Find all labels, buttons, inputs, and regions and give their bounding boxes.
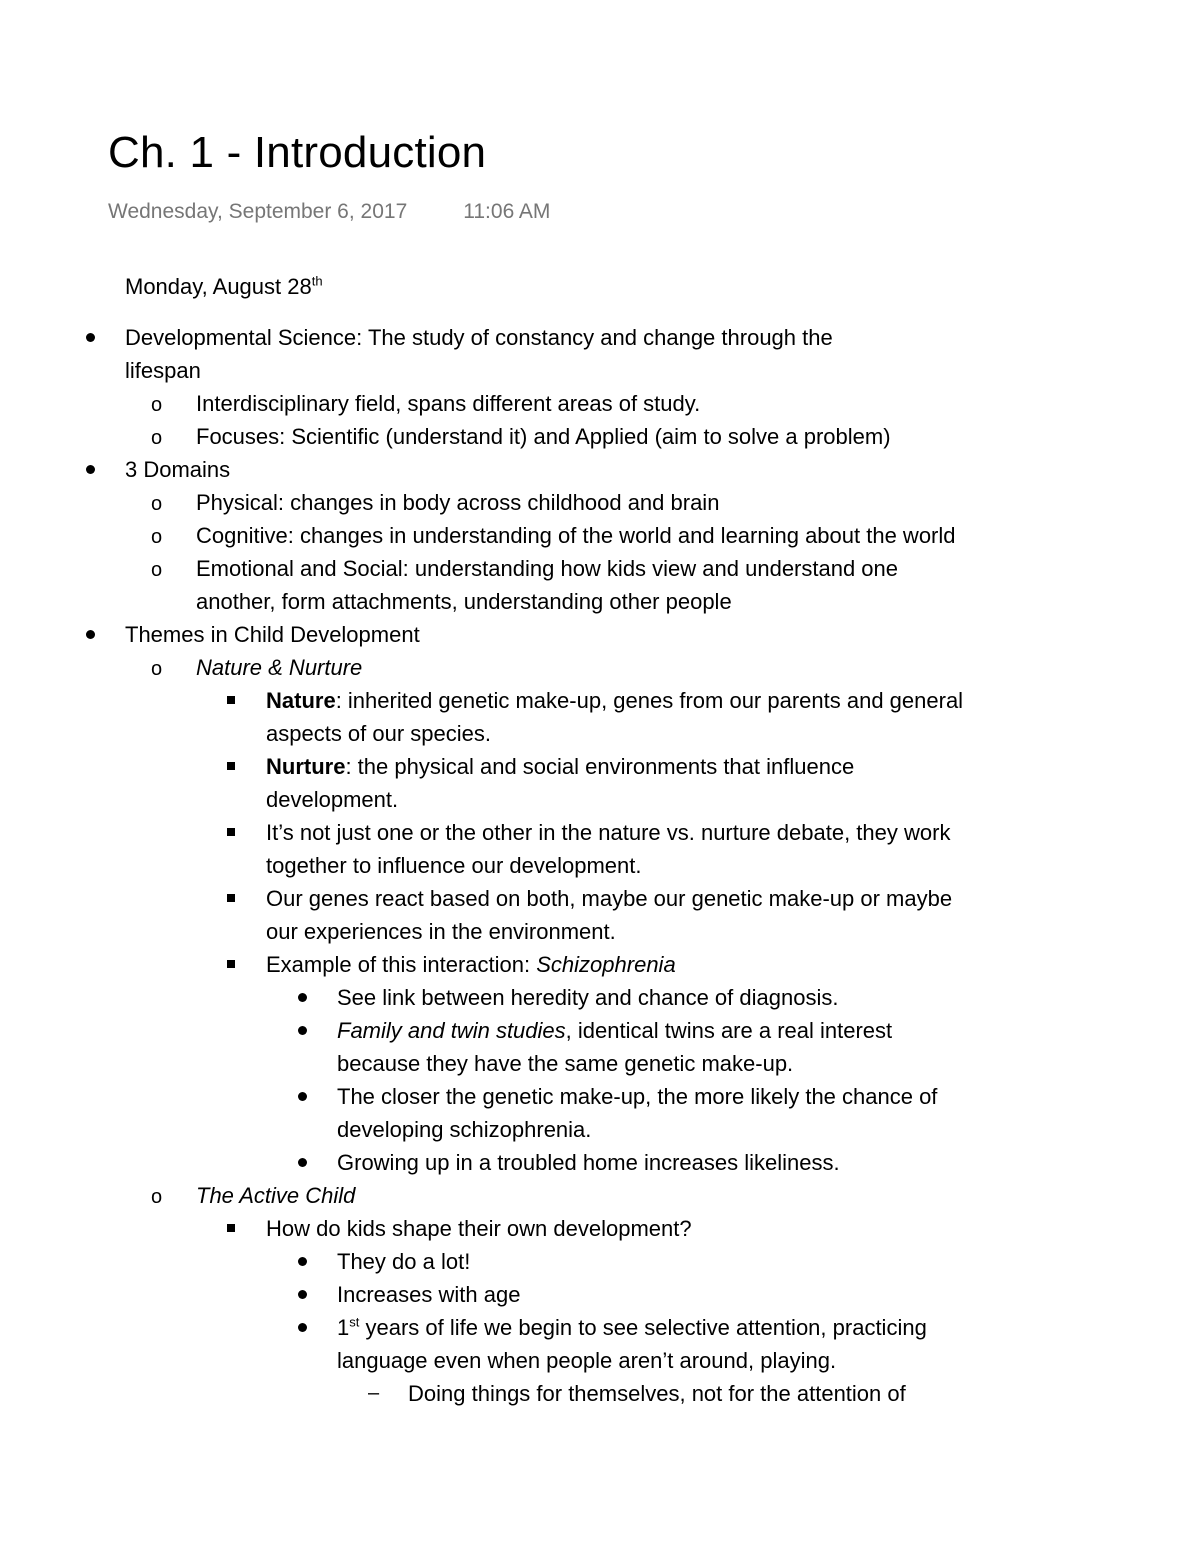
bullet-dot-icon xyxy=(298,1026,307,1035)
list-item: Themes in Child Development xyxy=(0,618,980,651)
bullet-dot-icon xyxy=(86,465,95,474)
list-item: o Physical: changes in body across childhood and brain xyxy=(0,486,980,519)
bullet-circle-icon: o xyxy=(151,526,163,548)
note-body xyxy=(0,270,1200,1432)
list-item: See link between heredity and chance of diagnosis. xyxy=(0,981,980,1014)
list-item: It’s not just one or the other in the nature vs. nurture debate, they work together to influence our development. xyxy=(0,816,980,882)
list-item: Developmental Science: The study of constancy and change through the lifespan xyxy=(0,321,980,387)
list-item: Family and twin studies, identical twins are a real interest because they have the same genetic make-up. xyxy=(0,1014,980,1080)
bullet-dot-icon xyxy=(298,1092,307,1101)
bullet-dot-icon xyxy=(298,1290,307,1299)
bullet-square-icon xyxy=(227,894,235,902)
list-item: o The Active Child xyxy=(0,1179,980,1212)
list-item: Nurture: the physical and social environments that influence development. xyxy=(0,750,980,816)
bullet-circle-icon: o xyxy=(151,658,163,680)
outline-list xyxy=(0,321,980,1410)
list-item: o Nature & Nurture xyxy=(0,651,980,684)
bullet-square-icon xyxy=(227,828,235,836)
list-item: They do a lot! xyxy=(0,1245,980,1278)
list-item: Increases with age xyxy=(0,1278,980,1311)
list-item: Growing up in a troubled home increases likeliness. xyxy=(0,1146,980,1179)
list-item: o Emotional and Social: understanding how kids view and understand one another, form attachments, understanding other people xyxy=(151,556,899,614)
bullet-circle-icon: o xyxy=(151,493,163,515)
bullet-square-icon xyxy=(227,762,235,770)
bullet-dot-icon xyxy=(298,1323,307,1332)
list-item: 3 Domains xyxy=(0,453,980,486)
list-item: Our genes react based on both, maybe our genetic make-up or maybe our experiences in the environment. xyxy=(0,882,980,948)
list-item: Nature: inherited genetic make-up, genes from our parents and general aspects of our species. xyxy=(0,684,980,750)
page-title: Ch. 1 - Introduction xyxy=(108,128,487,177)
note-meta xyxy=(108,200,550,224)
note-date: Wednesday, September 6, 2017 xyxy=(108,200,408,223)
bullet-circle-icon: o xyxy=(151,1186,163,1208)
bullet-circle-icon: o xyxy=(151,559,163,581)
list-item: The closer the genetic make-up, the more likely the chance of developing schizophrenia. xyxy=(0,1080,980,1146)
bullet-circle-icon: o xyxy=(151,427,163,449)
bullet-dash-icon: – xyxy=(368,1382,380,1404)
list-item: o Focuses: Scientific (understand it) and Applied (aim to solve a problem) xyxy=(0,420,980,453)
list-item: 1st years of life we begin to see selective attention, practicing language even when people aren’t around, playing. xyxy=(0,1311,980,1377)
list-item: o Cognitive: changes in understanding of the world and learning about the world xyxy=(0,519,980,552)
bullet-dot-icon xyxy=(86,333,95,342)
bullet-square-icon xyxy=(227,1224,235,1232)
note-time: 11:06 AM xyxy=(463,200,551,223)
bullet-dot-icon xyxy=(298,1158,307,1167)
bullet-square-icon xyxy=(227,696,235,704)
list-item: Example of this interaction: Schizophrenia xyxy=(0,948,980,981)
bullet-square-icon xyxy=(227,960,235,968)
bullet-dot-icon xyxy=(86,630,95,639)
list-item: How do kids shape their own development? xyxy=(0,1212,980,1245)
day-heading: Monday, August 28th xyxy=(125,273,323,299)
list-item: o Interdisciplinary field, spans different areas of study. xyxy=(0,387,980,420)
bullet-dot-icon xyxy=(298,993,307,1002)
bullet-dot-icon xyxy=(298,1257,307,1266)
list-item: – Doing things for themselves, not for the attention of xyxy=(0,1377,980,1410)
bullet-circle-icon: o xyxy=(151,394,163,416)
